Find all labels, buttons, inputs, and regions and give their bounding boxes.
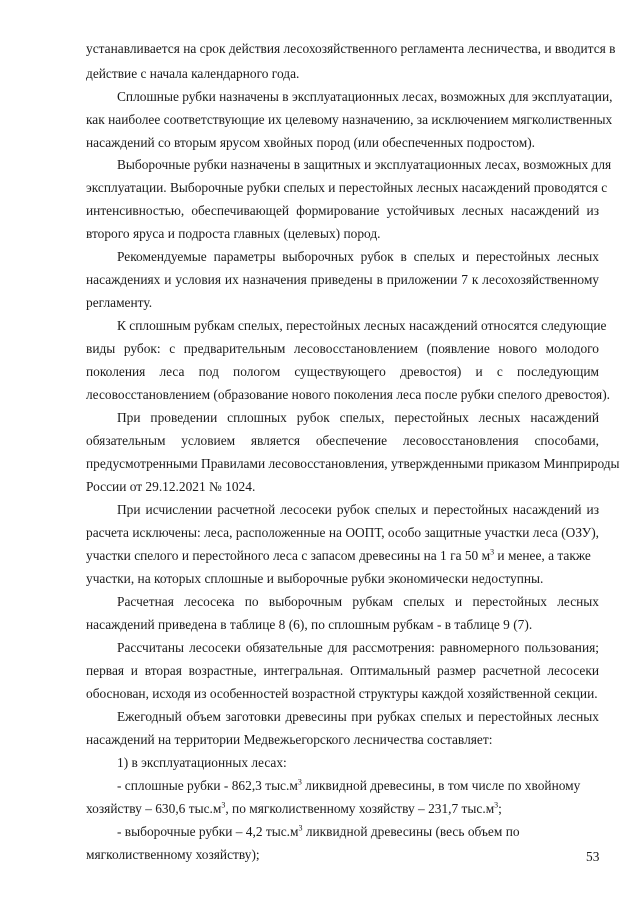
text-line: регламенту. <box>86 295 153 310</box>
text-span: - выборочные рубки – 4,2 тыс.м <box>117 824 299 839</box>
text-line: Выборочные рубки назначены в защитных и эксплуатационных лесах, возможных для <box>117 157 612 172</box>
superscript: 3 <box>490 547 495 557</box>
text-line: расчета исключены: леса, расположенные на ООПТ, особо защитные участки леса (ОЗУ), <box>86 525 599 540</box>
text-line: как наиболее соответствующие их целевому назначению, за исключением мягколиственных <box>86 112 613 127</box>
text-line: Сплошные рубки назначены в эксплуатационных лесах, возможных для эксплуатации, <box>117 89 613 104</box>
text-line: второго яруса и подроста главных (целевых) пород. <box>86 226 381 241</box>
text-line: обязательным условием является обеспечение лесовосстановления способами, <box>86 433 599 448</box>
text-line: интенсивностью, обеспечивающей формирование устойчивых лесных насаждений из <box>86 203 599 218</box>
text-line: обоснован, исходя из особенностей возрастной структуры каждой хозяйственной секции. <box>86 686 598 701</box>
text-line: Рекомендуемые параметры выборочных рубок в спелых и перестойных лесных <box>117 249 599 264</box>
text-span: , по мягколиственному хозяйству – 231,7 тыс.м <box>225 801 495 816</box>
text-span: ; <box>498 801 502 816</box>
text-line: насаждений приведена в таблице 8 (6), по сплошным рубкам - в таблице 9 (7). <box>86 617 533 632</box>
text-line: При исчислении расчетной лесосеки рубок спелых и перестойных насаждений из <box>117 502 599 517</box>
text-line: 1) в эксплуатационных лесах: <box>117 755 287 770</box>
text-line: Ежегодный объем заготовки древесины при рубках спелых и перестойных лесных <box>117 709 599 724</box>
text-line <box>117 823 599 841</box>
text-line: поколения леса под пологом существующего древостоя) и с последующим <box>86 364 599 379</box>
text-line: эксплуатации. Выборочные рубки спелых и перестойных лесных насаждений проводятся с <box>86 180 608 195</box>
text-line: насаждений на территории Медвежьегорского лесничества составляет: <box>86 732 493 747</box>
superscript: 3 <box>297 777 302 787</box>
text-line <box>86 800 599 818</box>
text-line: К сплошным рубкам спелых, перестойных лесных насаждений относятся следующие <box>117 318 607 333</box>
text-line: Расчетная лесосека по выборочным рубкам спелых и перестойных лесных <box>117 594 599 609</box>
text-line: устанавливается на срок действия лесохозяйственного регламента лесничества, и вводится в <box>86 41 616 56</box>
superscript: 3 <box>221 800 226 810</box>
text-span: ликвидной древесины (весь объем по <box>302 824 520 839</box>
text-line: Рассчитаны лесосеки обязательные для рассмотрения: равномерного пользования; <box>117 640 599 655</box>
text-span: участки спелого и перестойного леса с запасом древесины на 1 га 50 м <box>86 548 491 563</box>
superscript: 3 <box>494 800 499 810</box>
text-line: При проведении сплошных рубок спелых, перестойных лесных насаждений <box>117 410 599 425</box>
text-span: ликвидной древесины, в том числе по хвойному <box>301 778 581 793</box>
text-line: действие с начала календарного года. <box>86 66 300 81</box>
text-line: лесовосстановлением (образование нового поколения леса после рубки спелого древостоя). <box>86 387 611 402</box>
text-line <box>117 777 599 795</box>
text-span: - сплошные рубки - 862,3 тыс.м <box>117 778 298 793</box>
text-line: виды рубок: с предварительным лесовосстановлением (появление нового молодого <box>86 341 599 356</box>
text-line: предусмотренными Правилами лесовосстановления, утвержденными приказом Минприроды <box>86 456 620 471</box>
text-line <box>86 547 599 565</box>
text-span: и менее, а также <box>494 548 591 563</box>
superscript: 3 <box>298 823 303 833</box>
text-line: России от 29.12.2021 № 1024. <box>86 479 256 494</box>
text-line: насаждений со вторым ярусом хвойных пород (или обеспеченных подростом). <box>86 135 536 150</box>
page-number: 53 <box>586 849 600 864</box>
text-line: первая и вторая возрастные, интегральная. Оптимальный размер расчетной лесосеки <box>86 663 599 678</box>
text-line: участки, на которых сплошные и выборочные рубки экономически недоступны. <box>86 571 544 586</box>
text-line: мягколиственному хозяйству); <box>86 847 260 862</box>
text-line: насаждениях и условия их назначения приведены в приложении 7 к лесохозяйственному <box>86 272 599 287</box>
text-span: хозяйству – 630,6 тыс.м <box>86 801 222 816</box>
